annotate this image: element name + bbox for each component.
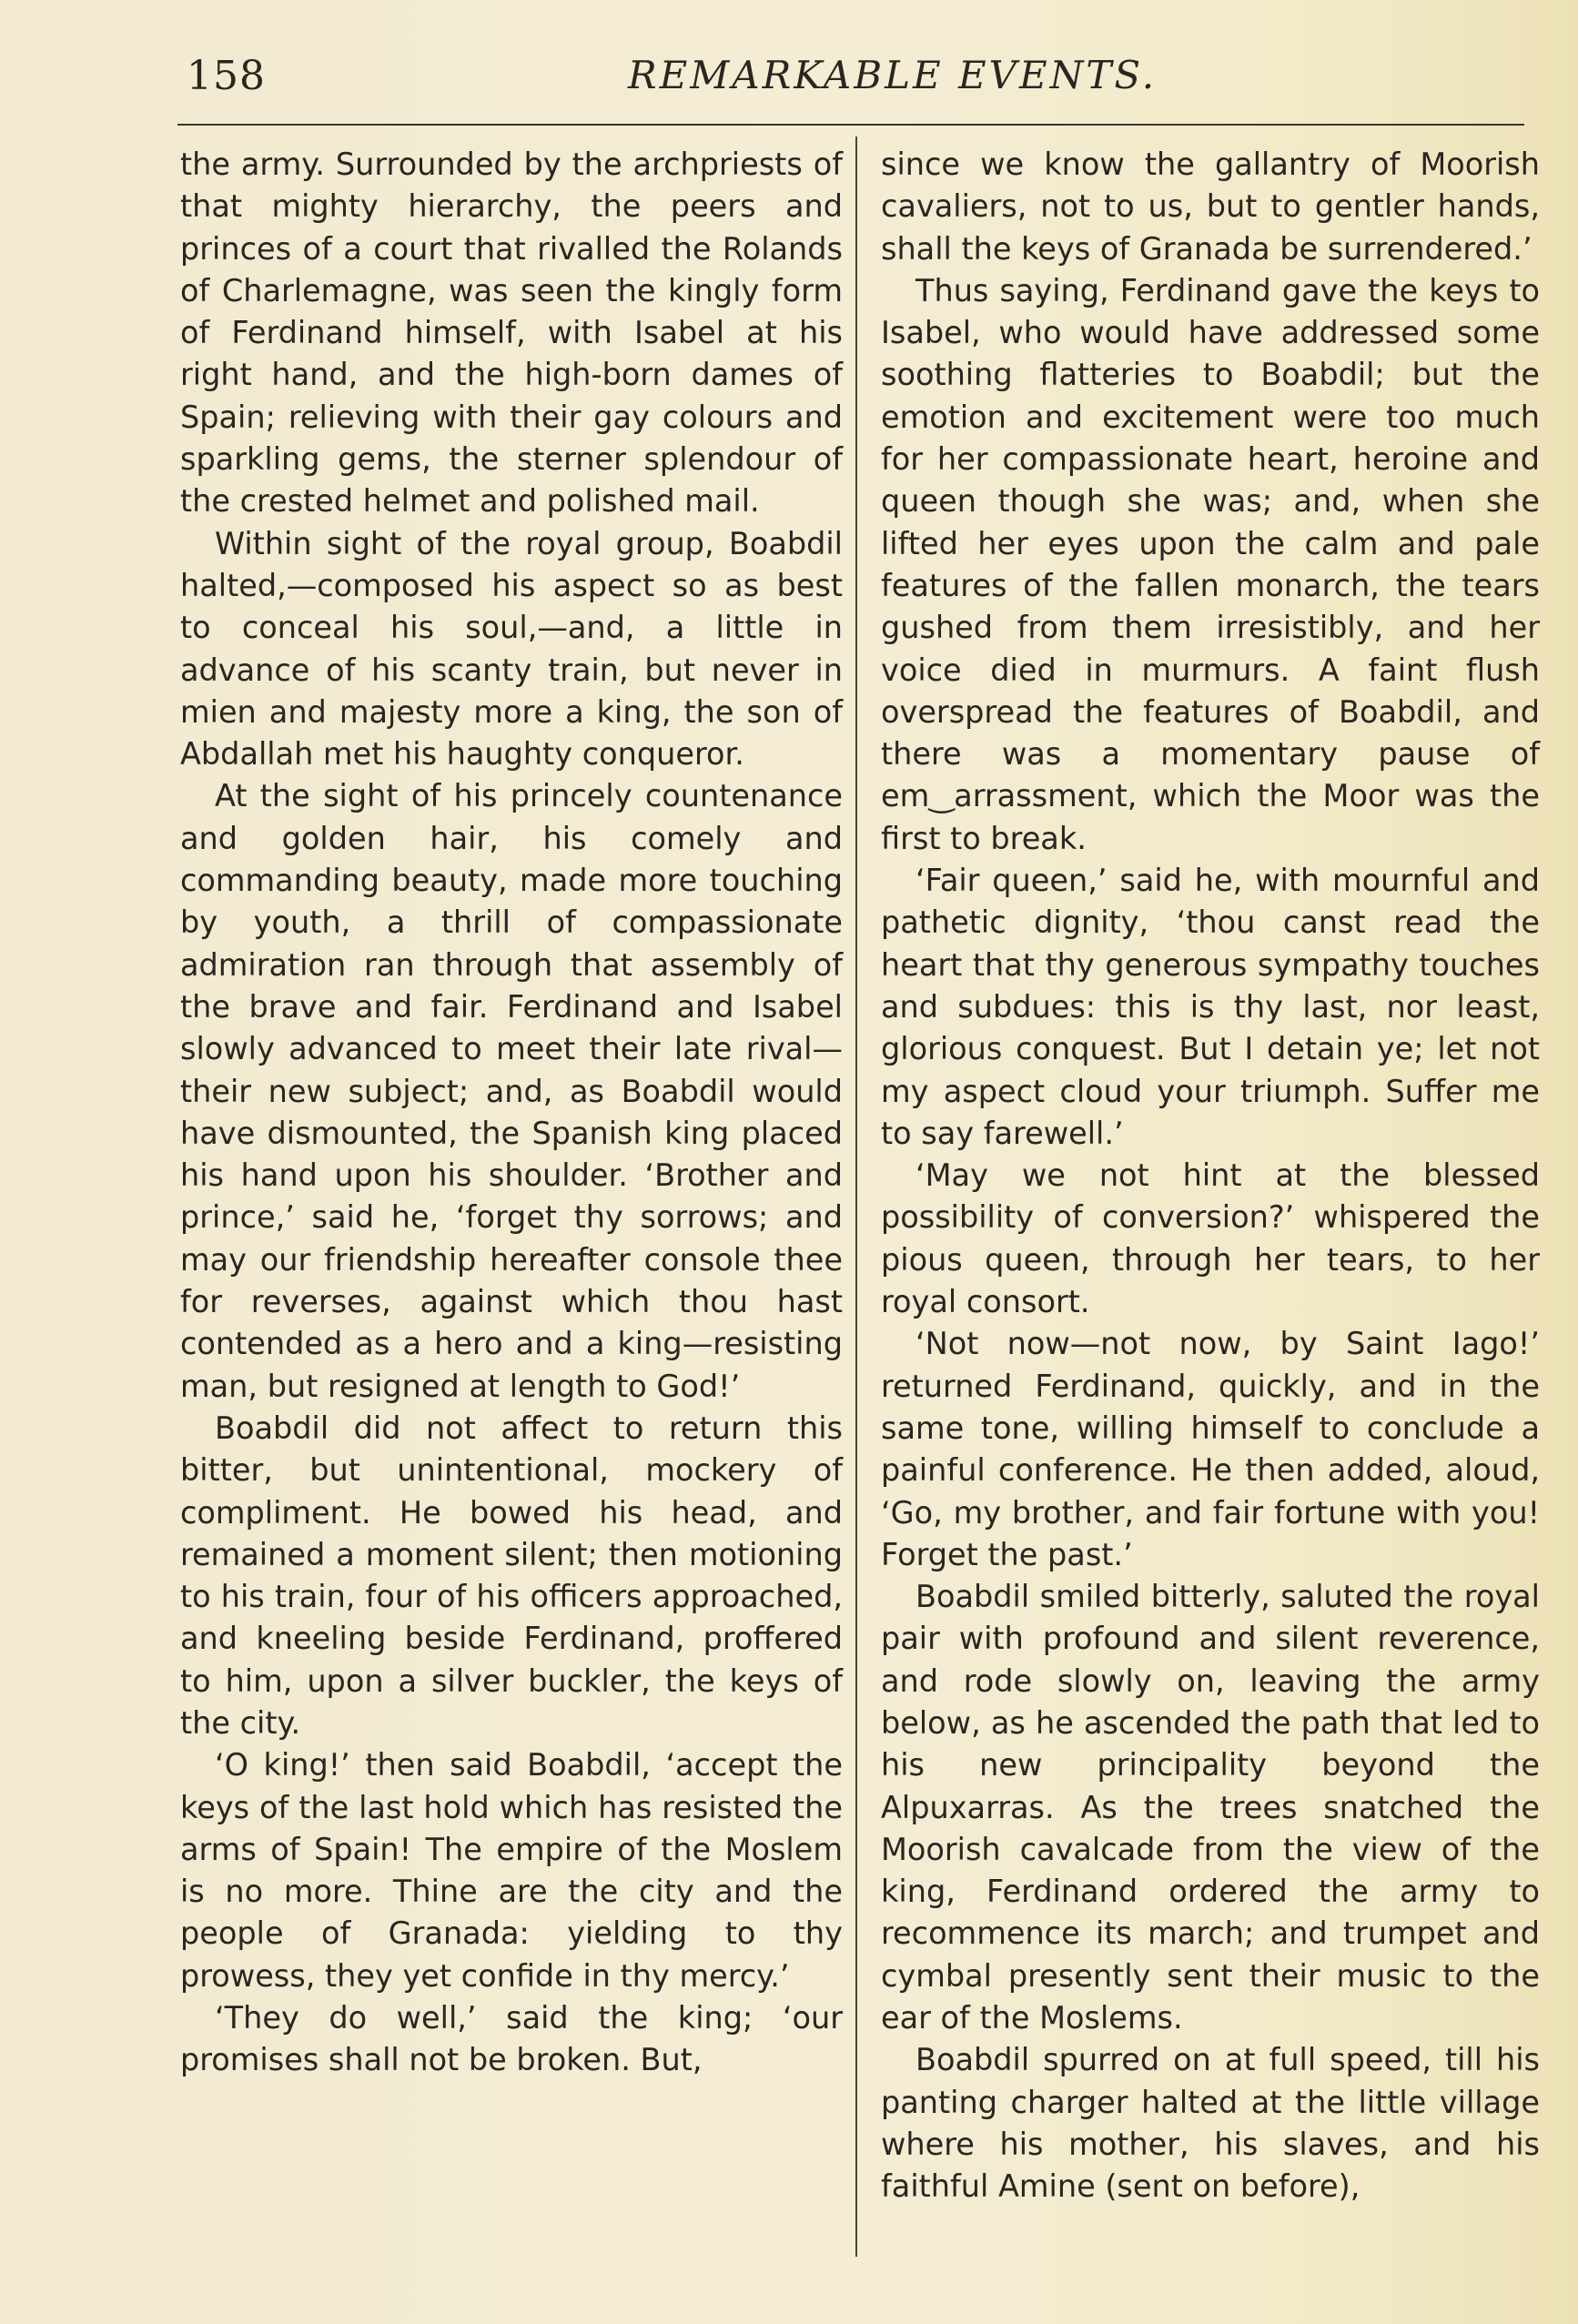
paragraph: since we know the gallantry of Moorish cavaliers, not to us, but to gentler hands, shall the keys of Granada be surrendered.’ xyxy=(881,147,1540,267)
paragraph: At the sight of his princely countenance and golden hair, his comely and commanding beauty, made more touching by youth, a thrill of compassionate admiration ran through that assembly of the brave and fair. Ferdinand and Isabel slowly advanced to meet their late rival—their new subject; and, as Boabdil would have dismounted, the Spanish king placed his hand upon his shoulder. ‘Brother and prince,’ said he, ‘forget thy sorrows; and may our friendship hereafter console thee for reverses, against which thou hast contended as a hero and a king—resisting man, but resigned at length to God!’ xyxy=(180,778,843,1404)
paragraph: Boabdil did not affect to return this bitter, but unintentional, mockery of compliment. He bowed his head, and remained a moment silent; then motioning to his train, four of his officers approached, and kneeling beside Ferdinand, proffered to him, upon a silver buckler, the keys of the city. xyxy=(180,1410,843,1741)
paragraph: ‘May we not hint at the blessed possibility of conversion?’ whispered the pious queen, through her tears, to her royal consort. xyxy=(881,1157,1540,1320)
paragraph: ‘They do well,’ said the king; ‘our promises shall not be broken. But, xyxy=(180,2000,843,2078)
paragraph: ‘Fair queen,’ said he, with mournful and pathetic dignity, ‘thou canst read the heart that thy generous sympathy touches and subdues: this is thy last, nor least, glorious conquest. But I detain ye; let not my aspect cloud your triumph. Suffer me to say farewell.’ xyxy=(881,863,1540,1151)
paragraph: Boabdil spurred on at full speed, till his panting charger halted at the little village where his mother, his slaves, and his faithful Amine (sent on before), xyxy=(881,2042,1540,2205)
running-title: REMARKABLE EVENTS. xyxy=(628,53,1158,97)
column-divider xyxy=(855,136,857,2257)
right-column xyxy=(881,144,1540,2208)
left-column xyxy=(180,144,843,2082)
paragraph: ‘Not now—not now, by Saint Iago!’ returned Ferdinand, quickly, and in the same tone, willing himself to conclude a painful conference. He then added, aloud, ‘Go, my brother, and fair fortune with you! Forget the past.’ xyxy=(881,1326,1540,1572)
paragraph: Within sight of the royal group, Boabdil halted,—composed his aspect so as best to conceal his soul,—and, a little in advance of his scanty train, but never in mien and majesty more a king, the son of Abdallah met his haughty conqueror. xyxy=(180,525,843,773)
header-rule xyxy=(177,124,1524,126)
paragraph: Thus saying, Ferdinand gave the keys to Isabel, who would have addressed some soothing flatteries to Boabdil; but the emotion and excitement were too much for her compassionate heart, heroine and queen though she was; and, when she lifted her eyes upon the calm and pale features of the fallen monarch, the tears gushed from them irresistibly, and her voice died in murmurs. A faint flush overspread the features of Boabdil, and there was a momentary pause of em‿arrassment, which the Moor was the first to break. xyxy=(881,272,1540,856)
paragraph: the army. Surrounded by the archpriests of that mighty hierarchy, the peers and princes of a court that rivalled the Rolands of Charlemagne, was seen the kingly form of Ferdinand himself, with Isabel at his right hand, and the high-born dames of Spain; relieving with their gay colours and sparkling gems, the sterner splendour of the crested helmet and polished mail. xyxy=(180,147,843,520)
paragraph: Boabdil smiled bitterly, saluted the royal pair with profound and silent reverence, and rode slowly on, leaving the army below, as he ascended the path that led to his new principality beyond the Alpuxarras. As the trees snatched the Moorish cavalcade from the view of the king, Ferdinand ordered the army to recommence its march; and trumpet and cymbal presently sent their music to the ear of the Moslems. xyxy=(881,1579,1540,2036)
paragraph: ‘O king!’ then said Boabdil, ‘accept the keys of the last hold which has resisted the arms of Spain! The empire of the Moslem is no more. Thine are the city and the people of Granada: yielding to thy prowess, they yet confide in thy mercy.’ xyxy=(180,1747,843,1994)
page-number: 158 xyxy=(187,53,266,99)
